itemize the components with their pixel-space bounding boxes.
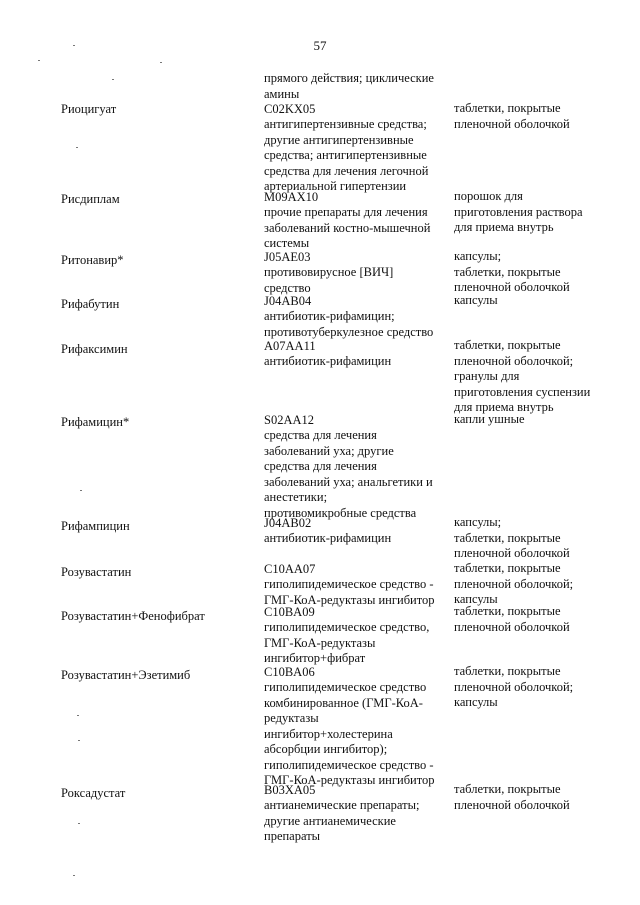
drug-name: Риоцигуат: [61, 102, 117, 116]
drug-name: Розувастатин: [61, 565, 132, 579]
drug-name: Рифамицин*: [61, 415, 130, 429]
dosage-form: таблетки, покрытые пленочной оболочкой: [454, 782, 570, 812]
atc-code: B03XA05: [264, 783, 316, 797]
scan-speck: [76, 147, 78, 148]
drug-description: антибиотик-рифамицин: [264, 531, 392, 545]
drug-description: гиполипидемическое средство комбинированное (ГМГ-КоА- редуктазы ингибитор+холестерина абсорбции ингибитор); гиполипидемическое средство - ГМГ-КоА-редуктазы ингибитор: [264, 680, 435, 787]
drug-name: Розувастатин+Фенофибрат: [61, 609, 205, 623]
atc-code: C02KX05: [264, 102, 316, 116]
dosage-form: таблетки, покрытые пленочной оболочкой; капсулы: [454, 664, 574, 709]
scan-speck: [80, 490, 82, 491]
atc-code: S02AA12: [264, 413, 315, 427]
atc-code: J04AB04: [264, 294, 312, 308]
dosage-form: капсулы: [454, 293, 498, 307]
scan-speck: [38, 60, 40, 61]
atc-code: M09AX10: [264, 190, 319, 204]
drug-name: Рифабутин: [61, 297, 120, 311]
dosage-form: капли ушные: [454, 412, 525, 426]
drug-description: антибиотик-рифамицин: [264, 354, 392, 368]
dosage-form: таблетки, покрытые пленочной оболочкой; капсулы: [454, 561, 574, 606]
drug-description: антигипертензивные средства; другие антигипертензивные средства; антигипертензивные средства для лечения легочной артериальной гипертензии: [264, 117, 429, 193]
drug-name: Рифаксимин: [61, 342, 128, 356]
atc-code: C10BA06: [264, 665, 315, 679]
dosage-form: капсулы; таблетки, покрытые пленочной оболочкой: [454, 515, 570, 560]
drug-description: прочие препараты для лечения заболеваний костно-мышечной системы: [264, 205, 431, 250]
atc-code: C10BA09: [264, 605, 315, 619]
drug-name: Роксадустат: [61, 786, 126, 800]
atc-code: J04AB02: [264, 516, 312, 530]
drug-name: Ритонавир*: [61, 253, 124, 267]
dosage-form: таблетки, покрытые пленочной оболочкой: [454, 101, 570, 131]
drug-name: Рисдиплам: [61, 192, 120, 206]
drug-name: Розувастатин+Эзетимиб: [61, 668, 191, 682]
dosage-form: капсулы; таблетки, покрытые пленочной оболочкой: [454, 249, 570, 294]
atc-code: C10AA07: [264, 562, 316, 576]
scan-speck: [78, 740, 80, 741]
atc-code: J05AE03: [264, 250, 311, 264]
continued-description: прямого действия; циклические амины: [264, 71, 434, 101]
atc-code: A07AA11: [264, 339, 316, 353]
scan-speck: [73, 45, 75, 46]
drug-description: антибиотик-рифамицин; противотуберкулезное средство: [264, 309, 434, 339]
drug-description: средства для лечения заболеваний уха; другие средства для лечения заболеваний уха; анальгетики и анестетики; противомикробные средства: [264, 428, 433, 520]
drug-description: гиполипидемическое средство - ГМГ-КоА-редуктазы ингибитор: [264, 577, 435, 607]
page-number: 57: [313, 38, 327, 53]
drug-description: гиполипидемическое средство, ГМГ-КоА-редуктазы ингибитор+фибрат: [264, 620, 430, 665]
scan-speck: [112, 79, 114, 80]
drug-description: противовирусное [ВИЧ] средство: [264, 265, 394, 295]
scan-speck: [78, 823, 80, 824]
scan-speck: [160, 62, 162, 63]
scan-speck: [73, 875, 75, 876]
dosage-form: таблетки, покрытые пленочной оболочкой: [454, 604, 570, 634]
dosage-form: порошок для приготовления раствора для приема внутрь: [454, 189, 583, 234]
scan-speck: [77, 715, 79, 716]
drug-name: Рифампицин: [61, 519, 130, 533]
drug-description: антианемические препараты; другие антианемические препараты: [264, 798, 420, 843]
dosage-form: таблетки, покрытые пленочной оболочкой; гранулы для приготовления суспензии для приема внутрь: [454, 338, 591, 414]
